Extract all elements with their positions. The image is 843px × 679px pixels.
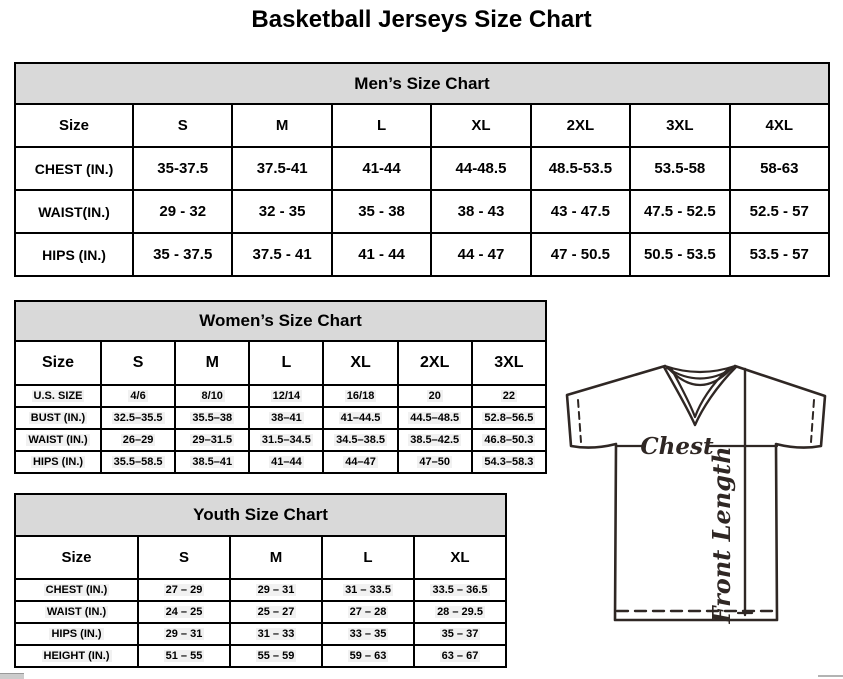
size-value-cell: 46.8–50.3 — [472, 429, 546, 451]
column-header: 4XL — [730, 104, 829, 147]
size-value-cell: 48.5-53.5 — [531, 147, 630, 190]
size-value-cell: 31 – 33.5 — [322, 579, 414, 601]
column-header: 3XL — [472, 341, 546, 385]
size-value-cell: 22 — [472, 385, 546, 407]
size-value-cell: 12/14 — [249, 385, 323, 407]
column-header: M — [230, 536, 322, 579]
size-value-cell: 59 – 63 — [322, 645, 414, 667]
row-label: WAIST (IN.) — [15, 601, 138, 623]
size-value-cell: 32 - 35 — [232, 190, 331, 233]
column-header: S — [101, 341, 175, 385]
jersey-diagram-svg — [560, 363, 840, 631]
size-value-cell: 53.5 - 57 — [730, 233, 829, 276]
size-value-cell: 31.5–34.5 — [249, 429, 323, 451]
size-value-cell: 47–50 — [398, 451, 472, 473]
right-cuff-dashed-seam — [811, 400, 814, 442]
row-label: U.S. SIZE — [15, 385, 101, 407]
youth_chart-title: Youth Size Chart — [15, 494, 506, 536]
column-header: S — [133, 104, 232, 147]
size-value-cell: 8/10 — [175, 385, 249, 407]
size-value-cell: 58-63 — [730, 147, 829, 190]
size-value-cell: 38.5–42.5 — [398, 429, 472, 451]
size-value-cell: 37.5 - 41 — [232, 233, 331, 276]
size-value-cell: 35.5–58.5 — [101, 451, 175, 473]
column-header: L — [332, 104, 431, 147]
size-value-cell: 43 - 47.5 — [531, 190, 630, 233]
front-length-label: Front Length — [707, 446, 736, 624]
size-value-cell: 34.5–38.5 — [323, 429, 397, 451]
jersey-outline — [567, 366, 825, 620]
size-value-cell: 51 – 55 — [138, 645, 230, 667]
row-label: BUST (IN.) — [15, 407, 101, 429]
row-label: HIPS (IN.) — [15, 233, 133, 276]
size-value-cell: 41 - 44 — [332, 233, 431, 276]
size-value-cell: 31 – 33 — [230, 623, 322, 645]
column-header: Size — [15, 341, 101, 385]
column-header: L — [322, 536, 414, 579]
column-header: L — [249, 341, 323, 385]
row-label: HIPS (IN.) — [15, 623, 138, 645]
size-value-cell: 55 – 59 — [230, 645, 322, 667]
size-value-cell: 29 – 31 — [138, 623, 230, 645]
column-header: 3XL — [630, 104, 729, 147]
chest-label: Chest — [640, 433, 714, 460]
page-title: Basketball Jerseys Size Chart — [251, 6, 592, 33]
womens_chart-title: Women’s Size Chart — [15, 301, 546, 341]
row-label: HIPS (IN.) — [15, 451, 101, 473]
size-value-cell: 29–31.5 — [175, 429, 249, 451]
column-header: M — [175, 341, 249, 385]
size-value-cell: 26–29 — [101, 429, 175, 451]
size-value-cell: 54.3–58.3 — [472, 451, 546, 473]
size-value-cell: 47.5 - 52.5 — [630, 190, 729, 233]
mens-size-table — [14, 62, 830, 277]
size-value-cell: 52.8–56.5 — [472, 407, 546, 429]
size-value-cell: 41–44.5 — [323, 407, 397, 429]
size-value-cell: 27 – 29 — [138, 579, 230, 601]
size-value-cell: 35 - 37.5 — [133, 233, 232, 276]
size-value-cell: 63 – 67 — [414, 645, 506, 667]
horizontal-scrollbar-fragment-right[interactable] — [818, 675, 843, 677]
jersey-measurement-diagram — [560, 363, 840, 631]
size-value-cell: 35 - 38 — [332, 190, 431, 233]
size-value-cell: 29 - 32 — [133, 190, 232, 233]
left-cuff-dashed-seam — [578, 400, 581, 442]
column-header: XL — [323, 341, 397, 385]
size-value-cell: 52.5 - 57 — [730, 190, 829, 233]
row-label: CHEST (IN.) — [15, 147, 133, 190]
column-header: Size — [15, 104, 133, 147]
row-label: WAIST(IN.) — [15, 190, 133, 233]
column-header: XL — [431, 104, 530, 147]
womens-size-table — [14, 300, 547, 474]
size-value-cell: 4/6 — [101, 385, 175, 407]
size-value-cell: 38–41 — [249, 407, 323, 429]
horizontal-scrollbar-fragment-left[interactable] — [0, 673, 24, 679]
size-value-cell: 35-37.5 — [133, 147, 232, 190]
size-value-cell: 20 — [398, 385, 472, 407]
column-header: 2XL — [531, 104, 630, 147]
size-value-cell: 16/18 — [323, 385, 397, 407]
row-label: CHEST (IN.) — [15, 579, 138, 601]
column-header: S — [138, 536, 230, 579]
size-value-cell: 27 – 28 — [322, 601, 414, 623]
column-header: Size — [15, 536, 138, 579]
row-label: HEIGHT (IN.) — [15, 645, 138, 667]
size-value-cell: 25 – 27 — [230, 601, 322, 623]
size-value-cell: 44-48.5 — [431, 147, 530, 190]
size-value-cell: 24 – 25 — [138, 601, 230, 623]
size-value-cell: 33 – 35 — [322, 623, 414, 645]
size-value-cell: 50.5 - 53.5 — [630, 233, 729, 276]
mens_chart-title: Men’s Size Chart — [15, 63, 829, 104]
column-header: XL — [414, 536, 506, 579]
size-value-cell: 44.5–48.5 — [398, 407, 472, 429]
size-value-cell: 41–44 — [249, 451, 323, 473]
size-value-cell: 32.5–35.5 — [101, 407, 175, 429]
size-value-cell: 35 – 37 — [414, 623, 506, 645]
size-value-cell: 33.5 – 36.5 — [414, 579, 506, 601]
youth-size-table — [14, 493, 507, 668]
size-value-cell: 28 – 29.5 — [414, 601, 506, 623]
size-value-cell: 35.5–38 — [175, 407, 249, 429]
size-value-cell: 41-44 — [332, 147, 431, 190]
size-value-cell: 37.5-41 — [232, 147, 331, 190]
column-header: M — [232, 104, 331, 147]
size-value-cell: 53.5-58 — [630, 147, 729, 190]
size-value-cell: 38 - 43 — [431, 190, 530, 233]
column-header: 2XL — [398, 341, 472, 385]
size-value-cell: 47 - 50.5 — [531, 233, 630, 276]
size-value-cell: 29 – 31 — [230, 579, 322, 601]
size-value-cell: 44–47 — [323, 451, 397, 473]
size-value-cell: 38.5–41 — [175, 451, 249, 473]
size-value-cell: 44 - 47 — [431, 233, 530, 276]
row-label: WAIST (IN.) — [15, 429, 101, 451]
